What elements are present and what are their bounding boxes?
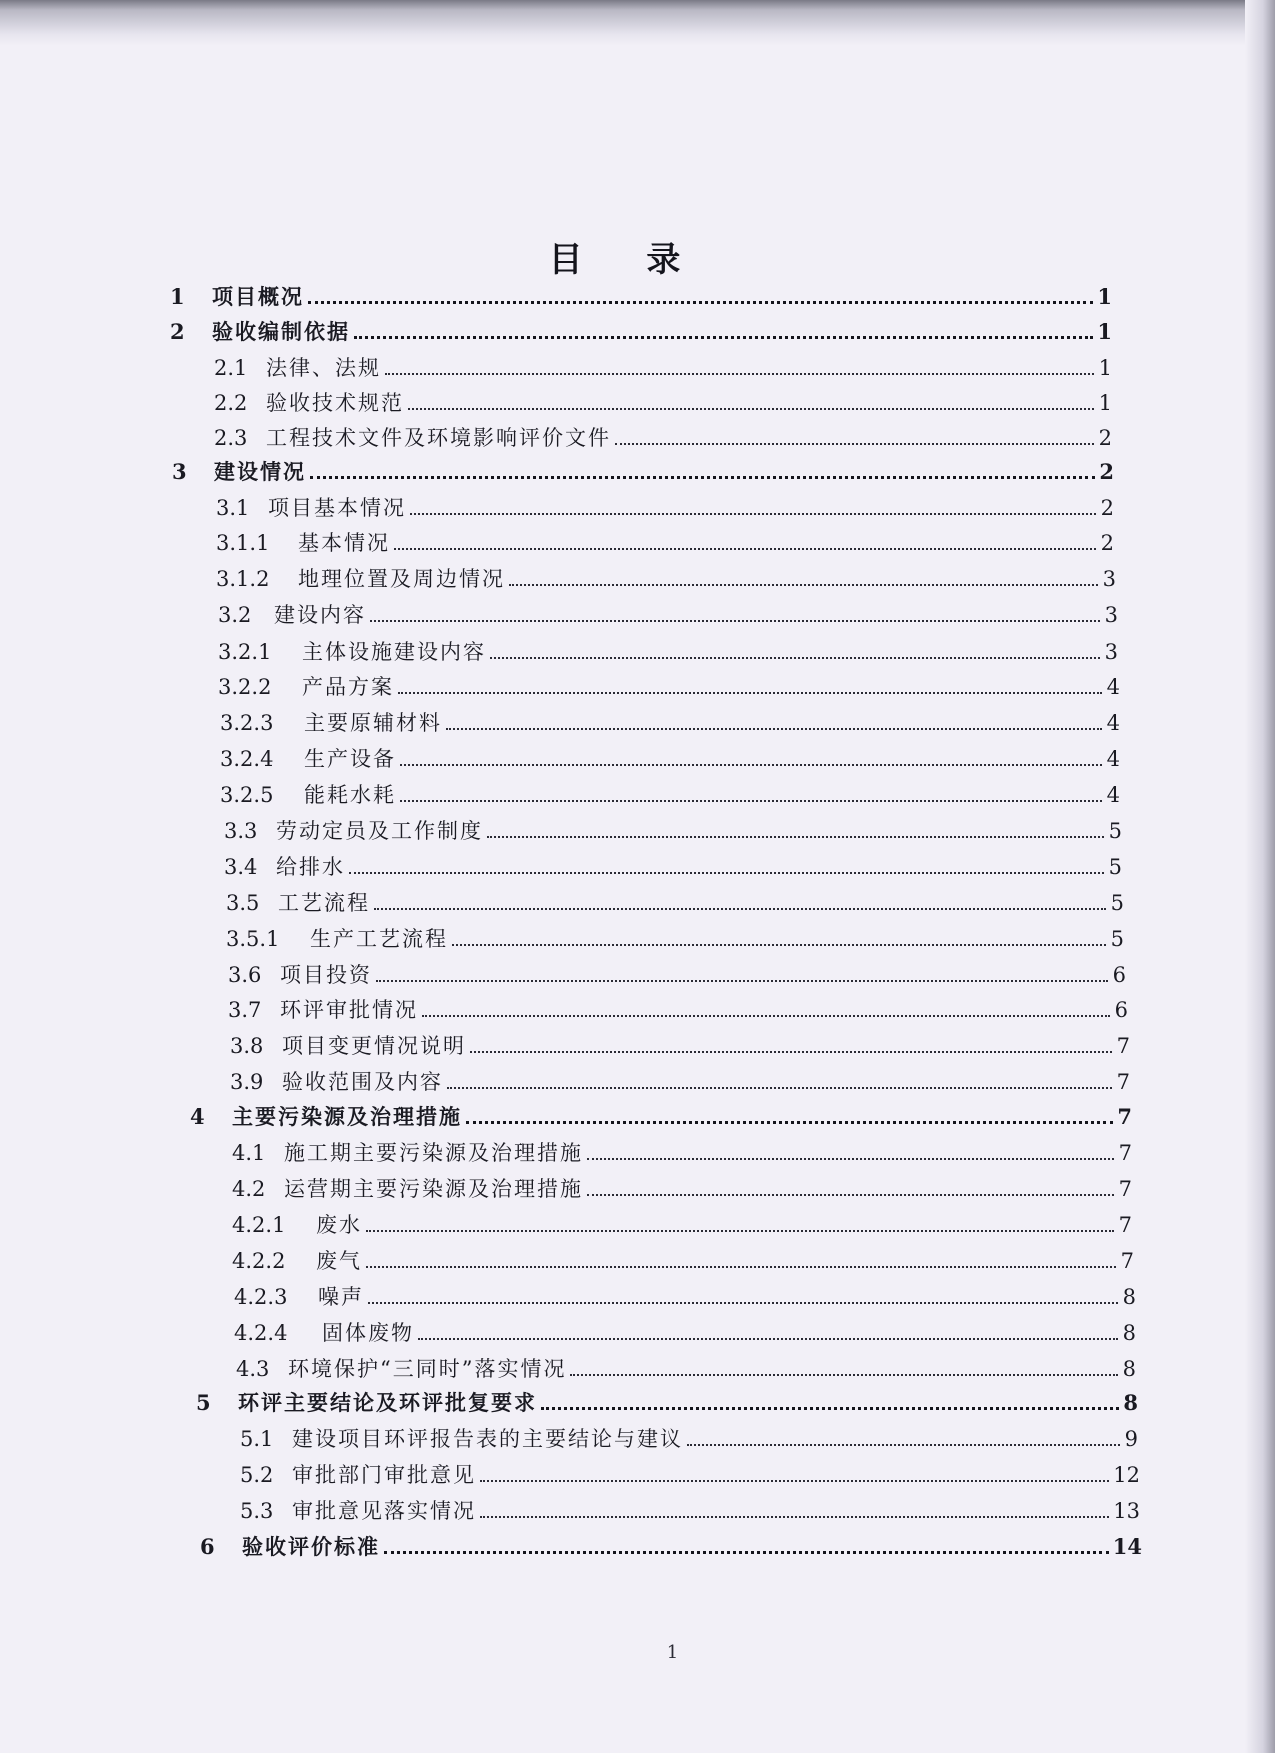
toc-entry-label: 废水 xyxy=(316,1213,362,1237)
toc-entry-number: 3.4 xyxy=(224,855,258,879)
toc-entry[interactable] xyxy=(218,672,1120,702)
toc-entry-page: 7 xyxy=(1116,1070,1130,1094)
toc-entry-page: 8 xyxy=(1122,1285,1136,1309)
toc-entry-label: 生产设备 xyxy=(304,747,396,771)
toc-entry-leader xyxy=(354,335,1093,339)
toc-entry-page: 9 xyxy=(1124,1427,1138,1451)
toc-entry-leader xyxy=(422,1014,1110,1017)
toc-entry-number: 4 xyxy=(190,1104,205,1129)
toc-entry[interactable] xyxy=(214,353,1112,383)
toc-entry-page: 1 xyxy=(1097,319,1112,344)
toc-entry[interactable] xyxy=(214,388,1112,418)
toc-entry-label: 审批意见落实情况 xyxy=(292,1499,476,1523)
toc-entry-leader xyxy=(452,943,1106,946)
toc-entry[interactable] xyxy=(220,780,1120,810)
toc-entry-number: 6 xyxy=(200,1534,215,1559)
toc-entry[interactable] xyxy=(224,816,1122,846)
toc-entry-leader xyxy=(310,475,1095,479)
toc-entry-label: 项目投资 xyxy=(280,963,372,987)
toc-entry[interactable] xyxy=(196,1388,1138,1418)
toc-entry-number: 3.7 xyxy=(228,998,262,1022)
toc-entry[interactable] xyxy=(228,995,1128,1025)
toc-entry-leader xyxy=(570,1373,1118,1376)
toc-entry-page: 2 xyxy=(1100,496,1114,520)
toc-entry-leader xyxy=(394,547,1096,550)
toc-entry-leader xyxy=(587,1193,1114,1196)
toc-entry-number: 3.1 xyxy=(216,496,250,520)
toc-entry-label: 能耗水耗 xyxy=(304,783,396,807)
toc-entry-label: 审批部门审批意见 xyxy=(292,1463,476,1487)
toc-entry-number: 4.3 xyxy=(236,1357,270,1381)
toc-entry[interactable] xyxy=(232,1174,1132,1204)
toc-entry-page: 1 xyxy=(1098,356,1112,380)
toc-entry-label: 验收技术规范 xyxy=(266,391,404,415)
toc-entry-leader xyxy=(368,1301,1118,1304)
toc-entry[interactable] xyxy=(172,457,1114,487)
toc-entry-leader xyxy=(400,763,1102,766)
toc-entry-label: 主体设施建设内容 xyxy=(302,640,486,664)
toc-entry-page: 6 xyxy=(1112,963,1126,987)
toc-entry-page: 8 xyxy=(1123,1390,1138,1415)
toc-entry-leader xyxy=(480,1479,1109,1482)
toc-entry-label: 环评审批情况 xyxy=(280,998,418,1022)
toc-entry[interactable] xyxy=(216,493,1114,523)
toc-entry-page: 12 xyxy=(1113,1463,1140,1487)
toc-entry-page: 3 xyxy=(1104,640,1118,664)
toc-entry-leader xyxy=(366,1229,1114,1232)
toc-entry-label: 给排水 xyxy=(276,855,345,879)
toc-entry[interactable] xyxy=(216,528,1114,558)
toc-entry[interactable] xyxy=(230,1031,1130,1061)
toc-entry-leader xyxy=(398,691,1102,694)
toc-entry-number: 3.5 xyxy=(226,891,260,915)
toc-entry-number: 3.2.5 xyxy=(220,783,274,807)
toc-entry-number: 3.5.1 xyxy=(226,927,280,951)
toc-entry-number: 3.1.1 xyxy=(216,531,270,555)
toc-entry-label: 工程技术文件及环境影响评价文件 xyxy=(266,426,611,450)
toc-entry-number: 4.2.2 xyxy=(232,1249,286,1273)
toc-entry[interactable] xyxy=(232,1210,1132,1240)
toc-entry-number: 2.3 xyxy=(214,426,248,450)
toc-entry-label: 验收评价标准 xyxy=(242,1534,380,1559)
toc-entry-leader xyxy=(385,372,1094,375)
toc-entry-page: 14 xyxy=(1112,1534,1142,1559)
toc-entry[interactable] xyxy=(220,708,1120,738)
toc-entry-leader xyxy=(509,583,1098,586)
toc-entry[interactable] xyxy=(200,1532,1142,1562)
toc-entry[interactable] xyxy=(218,637,1118,667)
toc-entry-page: 8 xyxy=(1122,1321,1136,1345)
toc-entry-number: 4.1 xyxy=(232,1141,266,1165)
toc-entry[interactable] xyxy=(230,1067,1130,1097)
page-title: 目 录 xyxy=(548,240,707,280)
toc-entry[interactable] xyxy=(232,1246,1134,1276)
toc-entry-label: 法律、法规 xyxy=(266,356,381,380)
toc-entry[interactable] xyxy=(226,924,1124,954)
toc-entry[interactable] xyxy=(220,744,1120,774)
toc-entry-leader xyxy=(418,1337,1118,1340)
toc-entry-page: 4 xyxy=(1106,783,1120,807)
toc-entry-label: 环境保护“三同时”落实情况 xyxy=(288,1357,567,1381)
toc-entry-page: 4 xyxy=(1106,675,1120,699)
toc-entry-leader xyxy=(687,1443,1120,1446)
toc-entry-number: 3.2.1 xyxy=(218,640,272,664)
toc-entry[interactable] xyxy=(240,1496,1140,1526)
toc-entry-label: 主要原辅材料 xyxy=(304,711,442,735)
toc-entry-leader xyxy=(541,1406,1119,1410)
toc-entry-leader xyxy=(384,1550,1109,1554)
toc-entry-leader xyxy=(366,1265,1116,1268)
toc-entry-page: 7 xyxy=(1118,1213,1132,1237)
toc-entry-label: 劳动定员及工作制度 xyxy=(276,819,483,843)
toc-entry-label: 建设情况 xyxy=(214,459,306,484)
toc-entry-leader xyxy=(308,300,1093,304)
toc-entry-leader xyxy=(400,799,1102,802)
toc-entry-page: 13 xyxy=(1113,1499,1140,1523)
toc-entry-label: 项目变更情况说明 xyxy=(282,1034,466,1058)
toc-entry[interactable] xyxy=(170,317,1112,347)
toc-entry-page: 5 xyxy=(1108,819,1122,843)
toc-entry[interactable] xyxy=(226,888,1124,918)
toc-entry[interactable] xyxy=(224,852,1122,882)
toc-entry-number: 5.2 xyxy=(240,1463,274,1487)
toc-entry-number: 3.2 xyxy=(218,603,252,627)
toc-entry[interactable] xyxy=(236,1354,1136,1384)
toc-entry[interactable] xyxy=(216,564,1116,594)
toc-entry-page: 3 xyxy=(1102,567,1116,591)
toc-entry-label: 基本情况 xyxy=(298,531,390,555)
toc-entry-leader xyxy=(480,1515,1109,1518)
toc-entry-label: 建设内容 xyxy=(274,603,366,627)
toc-entry-leader xyxy=(466,1120,1113,1124)
toc-entry-page: 7 xyxy=(1120,1249,1134,1273)
toc-entry-page: 8 xyxy=(1122,1357,1136,1381)
toc-entry-label: 验收编制依据 xyxy=(212,319,350,344)
toc-entry-label: 建设项目环评报告表的主要结论与建议 xyxy=(292,1427,683,1451)
page-number: 1 xyxy=(666,1642,679,1663)
toc-entry-number: 2 xyxy=(170,319,185,344)
toc-entry-number: 4.2.1 xyxy=(232,1213,286,1237)
toc-entry-leader xyxy=(376,979,1108,982)
toc-entry-label: 项目基本情况 xyxy=(268,496,406,520)
toc-entry-label: 施工期主要污染源及治理措施 xyxy=(284,1141,583,1165)
toc-entry-label: 固体废物 xyxy=(322,1321,414,1345)
toc-entry[interactable] xyxy=(170,282,1112,312)
toc-entry-leader xyxy=(410,512,1096,515)
toc-entry-page: 2 xyxy=(1099,459,1114,484)
toc-entry-page: 5 xyxy=(1108,855,1122,879)
toc-entry-number: 4.2 xyxy=(232,1177,266,1201)
toc-entry-leader xyxy=(446,727,1102,730)
toc-entry-number: 3.3 xyxy=(224,819,258,843)
toc-entry-leader xyxy=(349,871,1104,874)
toc-entry-leader xyxy=(487,835,1104,838)
toc-entry-label: 产品方案 xyxy=(302,675,394,699)
toc-entry-number: 5 xyxy=(196,1390,211,1415)
toc-entry-page: 2 xyxy=(1100,531,1114,555)
toc-entry-number: 3.1.2 xyxy=(216,567,270,591)
toc-entry-number: 4.2.3 xyxy=(234,1285,288,1309)
toc-entry[interactable] xyxy=(214,423,1112,453)
toc-entry[interactable] xyxy=(240,1424,1138,1454)
toc-entry-label: 主要污染源及治理措施 xyxy=(232,1104,462,1129)
toc-entry-number: 3.2.2 xyxy=(218,675,272,699)
toc-entry[interactable] xyxy=(190,1102,1132,1132)
toc-entry-label: 废气 xyxy=(316,1249,362,1273)
toc-entry-page: 3 xyxy=(1104,603,1118,627)
toc-entry-page: 7 xyxy=(1116,1034,1130,1058)
toc-entry-page: 5 xyxy=(1110,891,1124,915)
toc-entry-leader xyxy=(615,442,1094,445)
toc-entry-page: 5 xyxy=(1110,927,1124,951)
toc-entry-page: 7 xyxy=(1117,1104,1132,1129)
toc-entry-leader xyxy=(370,619,1100,622)
toc-entry-label: 生产工艺流程 xyxy=(310,927,448,951)
toc-entry[interactable] xyxy=(240,1460,1140,1490)
toc-entry-leader xyxy=(587,1157,1114,1160)
toc-entry-leader xyxy=(490,656,1100,659)
toc-entry-leader xyxy=(408,407,1094,410)
toc-entry-leader xyxy=(374,907,1106,910)
toc-entry-number: 3.9 xyxy=(230,1070,264,1094)
toc-entry-label: 噪声 xyxy=(318,1285,364,1309)
toc-entry-label: 工艺流程 xyxy=(278,891,370,915)
toc-entry-leader xyxy=(470,1050,1112,1053)
toc-entry-label: 验收范围及内容 xyxy=(282,1070,443,1094)
toc-entry-number: 1 xyxy=(170,284,185,309)
toc-entry-page: 4 xyxy=(1106,711,1120,735)
toc-entry-number: 5.1 xyxy=(240,1427,274,1451)
toc-entry-label: 运营期主要污染源及治理措施 xyxy=(284,1177,583,1201)
toc-entry-page: 7 xyxy=(1118,1177,1132,1201)
toc-entry-number: 3.6 xyxy=(228,963,262,987)
toc-entry-page: 1 xyxy=(1098,391,1112,415)
toc-entry-label: 地理位置及周边情况 xyxy=(298,567,505,591)
toc-entry-page: 4 xyxy=(1106,747,1120,771)
toc-entry[interactable] xyxy=(232,1138,1132,1168)
toc-entry-page: 1 xyxy=(1097,284,1112,309)
toc-entry-number: 2.1 xyxy=(214,356,248,380)
toc-entry-number: 3.2.4 xyxy=(220,747,274,771)
toc-entry-number: 4.2.4 xyxy=(234,1321,288,1345)
toc-entry[interactable] xyxy=(234,1282,1136,1312)
toc-entry-page: 6 xyxy=(1114,998,1128,1022)
toc-entry[interactable] xyxy=(218,600,1118,630)
toc-entry[interactable] xyxy=(234,1318,1136,1348)
toc-entry-label: 环评主要结论及环评批复要求 xyxy=(238,1390,537,1415)
toc-entry-label: 项目概况 xyxy=(212,284,304,309)
toc-entry-number: 5.3 xyxy=(240,1499,274,1523)
toc-entry-number: 3.2.3 xyxy=(220,711,274,735)
toc-entry-page: 7 xyxy=(1118,1141,1132,1165)
toc-entry[interactable] xyxy=(228,960,1126,990)
toc-entry-number: 2.2 xyxy=(214,391,248,415)
toc-entry-leader xyxy=(447,1086,1112,1089)
toc-entry-number: 3 xyxy=(172,459,187,484)
toc-entry-number: 3.8 xyxy=(230,1034,264,1058)
toc-entry-page: 2 xyxy=(1098,426,1112,450)
